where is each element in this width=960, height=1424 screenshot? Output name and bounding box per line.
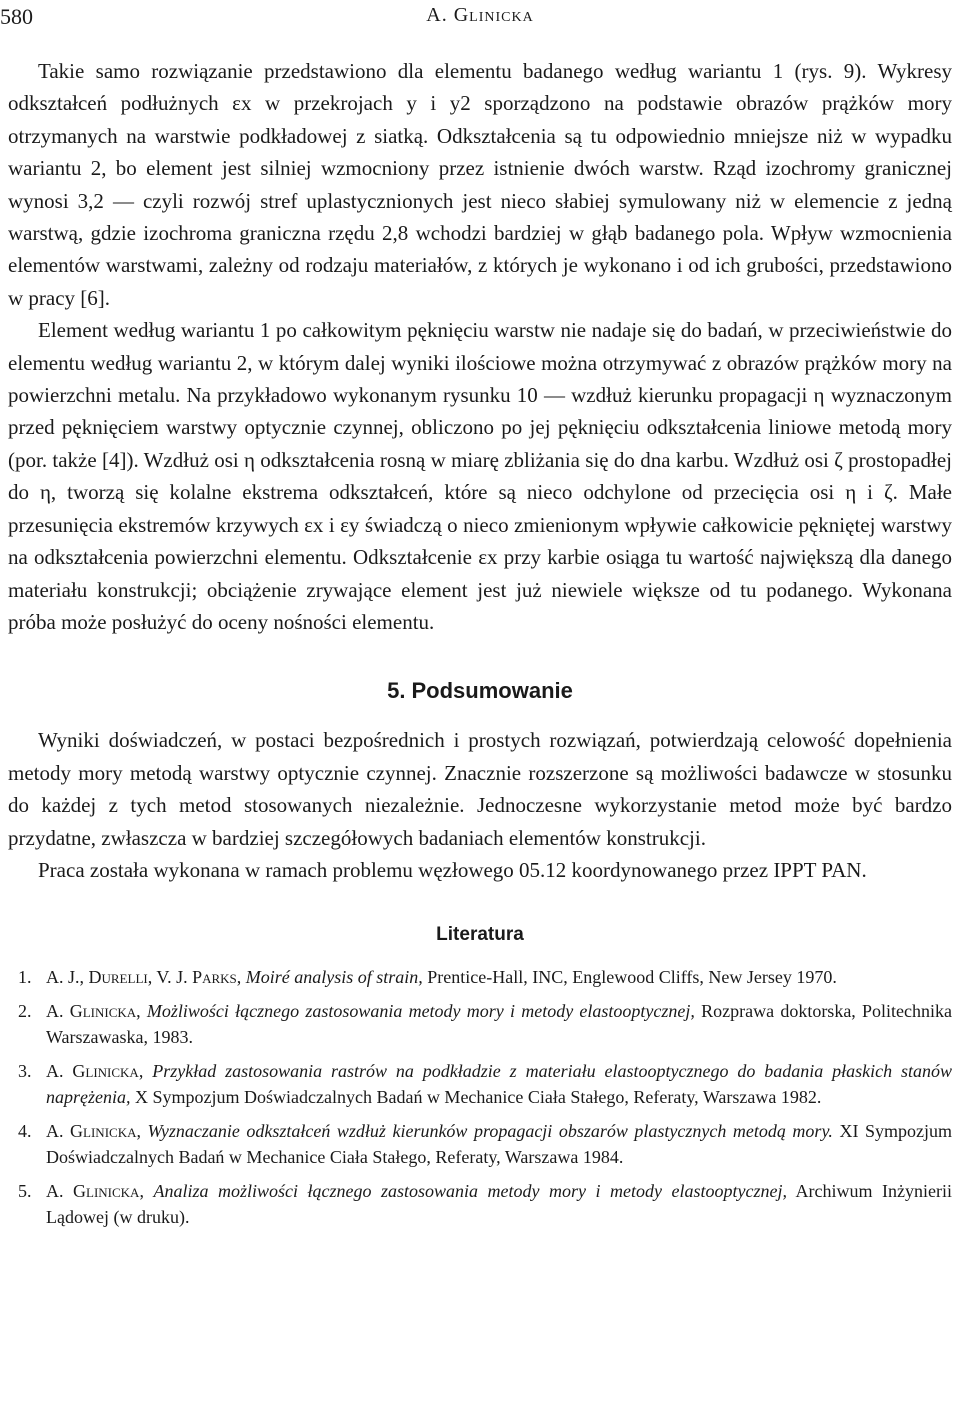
reference-details: Prentice-Hall, INC, Englewood Cliffs, New Jersey 1970. — [427, 967, 837, 988]
section-title: Podsumowanie — [411, 678, 573, 704]
reference-item — [8, 998, 952, 1050]
summary-paragraph-1: Wyniki doświadczeń, w postaci bezpośrednich i prostych rozwiązań, potwierdzają celowość dopełnienia metody mory metodą warstwy optycznie czynnej. Znacznie rozszerzone są możliwości badawcze w stosunku do każdej z tych metod stosowanych niezależnie. Jednoczesne wykorzystanie metod może być bardzo przydatne, zwłaszcza w bardziej szczegółowych badaniach elementów konstrukcji. — [8, 728, 952, 850]
reference-item — [8, 1178, 952, 1230]
reference-details: XI Sympozjum Doświadczalnych Badań w Mechanice Ciała Stałego, Referaty, Warszawa 1984. — [46, 1121, 953, 1168]
reference-item — [8, 1118, 952, 1170]
body-text — [8, 55, 952, 1238]
paragraph-2: Element według wariantu 1 po całkowitym pęknięciu warstw nie nadaje się do badań, w przeciwieństwie do elementu według wariantu 2, w którym dalej wyniki ilościowe można otrzymywać z obrazów prążków mory na powierzchni metalu. Na przykładowo wykonanym rysunku 10 — wzdłuż kierunku propagacji η wyznaczonym przed pęknięciem warstwy optycznie czynnej, obliczono po jej pęknięciu odkształcenia liniowe metodą mory (por. także [4]). Wzdłuż osi η odkształcenia rosną w miarę zbliżania się do dna karbu. Wzdłuż osi ζ prostopadłej do η, tworzą się kolalne ekstrema odkształceń, które są nieco odchylone od przecięcia osi η i ζ. Małe przesunięcia ekstremów krzywych εx i εy świadczą o nieco zmienionym wpływie całkowicie pękniętej warstwy na odkształcenia powierzchni elementu. Odkształcenie εx przy karbie osiąga tu wartość największą dla danego materiału konstrukcji; obciążenie zrywające element jest już niewiele większe od tu podanego. Wykonana próba może posłużyć do oceny nośności elementu. — [8, 318, 952, 634]
reference-title: Moiré analysis of strain, — [245, 967, 423, 988]
reference-number: 3. — [18, 1061, 32, 1082]
reference-item — [8, 1058, 952, 1110]
reference-details: Rozprawa doktorska, Politechnika Warszawaska, 1983. — [46, 1001, 953, 1048]
reference-number: 2. — [18, 1001, 32, 1022]
reference-title: Wyznaczanie odkształceń wzdłuż kierunków propagacji obszarów plastycznych metodą mory. — [147, 1121, 833, 1142]
reference-authors: A. Glinicka, — [46, 1061, 144, 1082]
reference-list — [8, 964, 952, 1230]
reference-number: 5. — [18, 1181, 32, 1202]
reference-details: Archiwum Inżynierii Lądowej (w druku). — [46, 1181, 953, 1228]
reference-details: X Sympozjum Doświadczalnych Badań w Mechanice Ciała Stałego, Referaty, Warszawa 1982. — [135, 1087, 822, 1108]
section-number: 5. — [387, 678, 406, 704]
running-head: A. Glinicka — [426, 4, 534, 26]
reference-authors: A. J., Durelli, V. J. Parks, — [46, 967, 242, 988]
reference-number: 4. — [18, 1121, 32, 1142]
reference-number: 1. — [18, 967, 32, 988]
reference-title: Analiza możliwości łącznego zastosowania metody mory i metody elastooptycznej, — [153, 1181, 788, 1202]
section-heading — [8, 678, 952, 704]
reference-authors: A. Glinicka, — [46, 1001, 141, 1022]
reference-title: Możliwości łącznego zastosowania metody mory i metody elastooptycznej, — [146, 1001, 695, 1022]
paragraph-1: Takie samo rozwiązanie przedstawiono dla elementu badanego według wariantu 1 (rys. 9). Wykresy odkształceń podłużnych εx w przekrojach y i y2 sporządzono na podstawie obrazów prążków mory otrzymanych na warstwie podkładowej z siatką. Odkształcenia są tu odpowiednio mniejsze niż w wypadku wariantu 2, bo element jest silniej wzmocniony przez istnienie dwóch warstw. Rząd izochromy granicznej wynosi 3,2 — czyli rozwój stref uplastycznionych jest nieco słabiej symulowany niż w elemencie z jedną warstwą, gdzie izochroma graniczna rzędu 2,8 wchodzi bardziej w głąb badanego pola. Wpływ wzmocnienia elementów warstwami, zależny od rodzaju materiałów, z których je wykonano i od ich grubości, przedstawiono w pracy [6]. — [8, 59, 952, 310]
page-number: 580 — [0, 4, 33, 29]
page-header — [0, 4, 960, 34]
reference-title: Przykład zastosowania rastrów na podkładzie z materiału elastooptycznego do badania płaskich stanów naprężenia, — [46, 1061, 952, 1108]
summary-paragraph-2: Praca została wykonana w ramach problemu węzłowego 05.12 koordynowanego przez IPPT PAN. — [38, 857, 867, 882]
references-heading: Literatura — [436, 924, 524, 946]
reference-authors: A. Glinicka, — [46, 1121, 141, 1142]
reference-item — [8, 964, 952, 990]
reference-authors: A. Glinicka, — [46, 1181, 144, 1202]
